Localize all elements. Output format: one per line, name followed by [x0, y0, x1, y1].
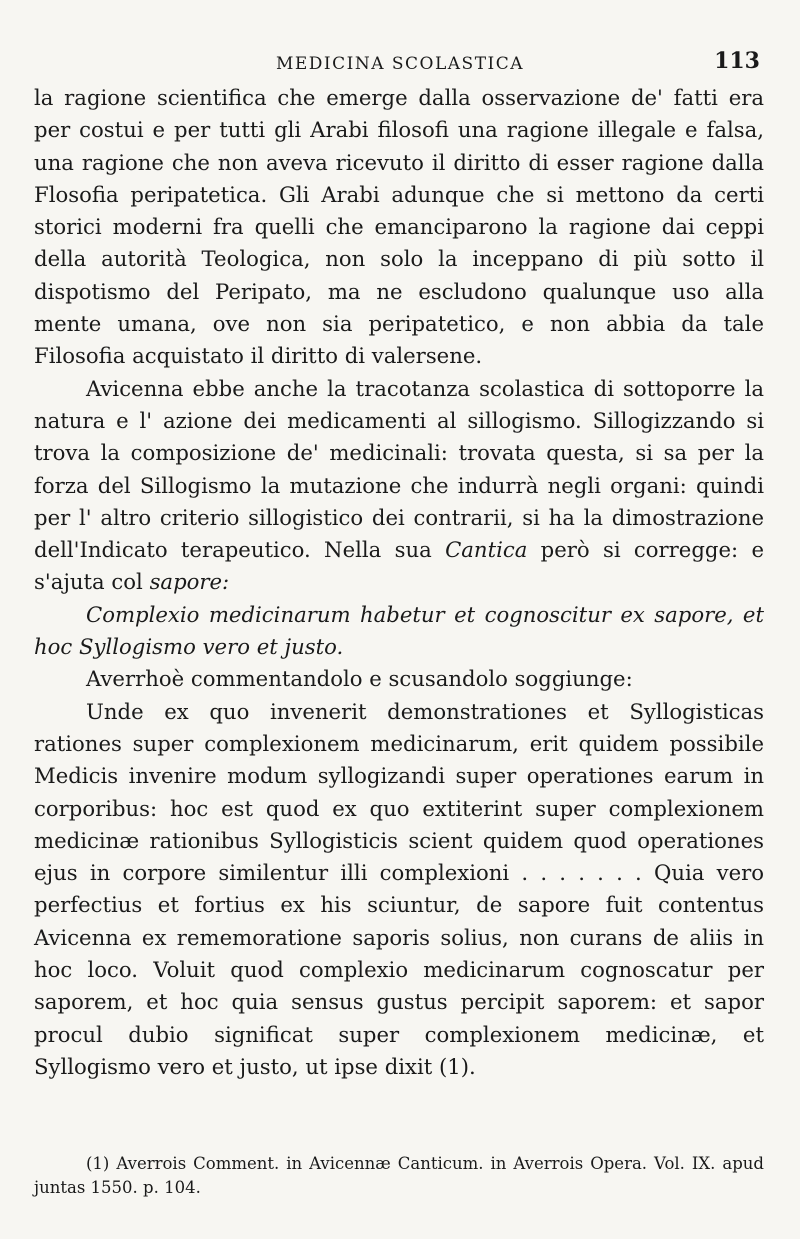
text-run: Unde ex quo invenerit demonstrationes et Syllogisticas rationes super complexionem medicinarum, erit quidem possibile Medicis invenire modum syllogizandi super operationes earum in corporibus: hoc est quod ex quo extiterint super complexionem medicinæ rationibus Syllogisticis scient quidem quod operationes ejus in corpore similentur illi complexioni . . . . . . . Quia vero perfectius et fortius ex his sciuntur, de sapore fuit contentus Avicenna ex rememoratione saporis solius, non curans de aliis in hoc loco. Voluit quod complexio medicinarum cognoscatur per saporem, et hoc quia sensus gustus percipit saporem: et sapor procul dubio significat super complexionem medicinæ, et Syllogismo vero et justo, ut ipse dixit (1). — [34, 698, 764, 1079]
paragraph — [34, 373, 764, 599]
paragraph — [34, 82, 764, 373]
latin-quote — [34, 696, 764, 1084]
page-number: 113 — [714, 48, 760, 74]
page-header — [34, 48, 766, 82]
footnote-text: (1) Averrois Comment. in Avicennæ Canticum. in Averrois Opera. Vol. IX. apud juntas 1550. p. 104. — [34, 1154, 764, 1197]
italic-text: Complexio medicinarum habetur et cognoscitur ex sapore, et hoc Syllogismo vero et justo. — [34, 601, 764, 660]
italic-text: sapore: — [149, 569, 230, 595]
text-run: Avicenna ebbe anche la tracotanza scolastica di sottoporre la natura e l' azione dei medicamenti al sillogismo. Sillogizzando si trova la composizione de' medicinali: trovata questa, si sa per la forza del Sillogismo la mutazione che indurrà negli organi: quindi per l' altro criterio sillogistico dei contrarii, si ha la dimostrazione dell'Indicato terapeutico. Nella sua — [34, 375, 764, 563]
latin-quote — [34, 599, 764, 664]
paragraph — [34, 663, 764, 695]
text-run: Averrhoè commentandolo e scusandolo soggiunge: — [86, 666, 633, 692]
text-run: la ragione scientifica che emerge dalla osservazione de' fatti era per costui e per tutti gli Arabi filosofi una ragione illegale e falsa, una ragione che non aveva ricevuto il diritto di esser ragione dalla Flosofia peripatetica. Gli Arabi adunque che si mettono da certi storici moderni fra quelli che emanciparono la ragione dai ceppi della autorità Teologica, non solo la inceppano di più sotto il dispotismo del Peripato, ma ne escludono qualunque uso alla mente umana, ove non sia peripatetico, e non abbia da tale Filosofia acquistato il diritto di valersene. — [34, 85, 764, 369]
footnote — [34, 1152, 764, 1200]
text-run: però si corregge: e s'ajuta col — [34, 537, 764, 595]
running-title: MEDICINA SCOLASTICA — [275, 54, 525, 74]
italic-text: Cantica — [445, 537, 528, 563]
body-text — [34, 82, 764, 1083]
